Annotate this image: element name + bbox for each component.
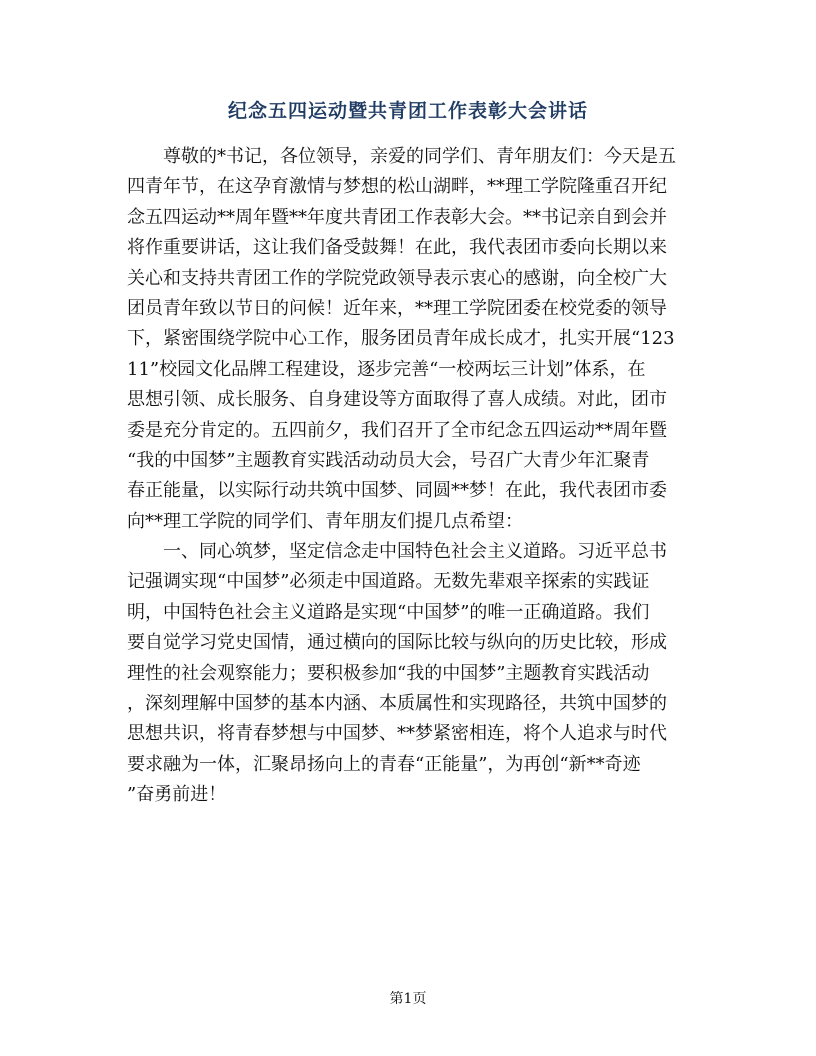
document-body <box>127 142 690 811</box>
paragraph-line: 记强调实现“中国梦”必须走中国道路。无数先辈艰辛探索的实践证 <box>127 571 650 593</box>
paragraph-line: 委是充分肯定的。五四前夕，我们召开了全市纪念五四运动**周年暨 <box>127 419 667 441</box>
paragraph-line: 念五四运动**周年暨**年度共青团工作表彰大会。**书记亲自到会并 <box>127 206 667 228</box>
paragraph-line: 思想共识，将青春梦想与中国梦、**梦紧密相连，将个人追求与时代 <box>127 723 667 745</box>
paragraph-line: ，深刻理解中国梦的基本内涵、本质属性和实现路径，共筑中国梦的 <box>127 693 667 715</box>
paragraph-line: 关心和支持共青团工作的学院党政领导表示衷心的感谢，向全校广大 <box>127 267 667 289</box>
paragraph-line: “我的中国梦”主题教育实践活动动员大会，号召广大青少年汇聚青 <box>127 449 650 471</box>
paragraph-line: 11”校园文化品牌工程建设，逐步完善“一校两坛三计划”体系，在 <box>127 358 646 380</box>
paragraph-line: 明，中国特色社会主义道路是实现“中国梦”的唯一正确道路。我们 <box>127 601 650 623</box>
document-title: 纪念五四运动暨共青团工作表彰大会讲话 <box>227 100 588 122</box>
page-number-footer: 第1页 <box>389 991 427 1007</box>
paragraph-line: 要自觉学习党史国情，通过横向的国际比较与纵向的历史比较，形成 <box>127 632 667 654</box>
paragraph-line: 团员青年致以节日的问候！近年来，**理工学院团委在校党委的领导 <box>127 297 667 319</box>
paragraph-line: 尊敬的*书记，各位领导，亲爱的同学们、青年朋友们：今天是五 <box>163 146 676 167</box>
paragraph-line: 一、同心筑梦，坚定信念走中国特色社会主义道路。习近平总书 <box>163 541 667 563</box>
paragraph-line: 思想引领、成长服务、自身建设等方面取得了喜人成绩。对此，团市 <box>127 389 667 411</box>
paragraph-line: 下，紧密围绕学院中心工作，服务团员青年成长成才，扎实开展“123 <box>127 328 675 350</box>
paragraph-line: 要求融为一体，汇聚昂扬向上的青春“正能量”，为再创“新**奇迹 <box>127 753 641 775</box>
paragraph-line: 向**理工学院的同学们、青年朋友们提几点希望： <box>127 510 523 532</box>
paragraph-line: ”奋勇前进！ <box>127 784 227 806</box>
paragraph-line: 春正能量，以实际行动共筑中国梦、同圆**梦！在此，我代表团市委 <box>127 480 667 502</box>
paragraph-line: 将作重要讲话，这让我们备受鼓舞！在此，我代表团市委向长期以来 <box>127 237 667 259</box>
paragraph-line: 四青年节，在这孕育激情与梦想的松山湖畔，**理工学院隆重召开纪 <box>127 176 667 198</box>
paragraph-line: 理性的社会观察能力；要积极参加“我的中国梦”主题教育实践活动 <box>127 662 650 684</box>
